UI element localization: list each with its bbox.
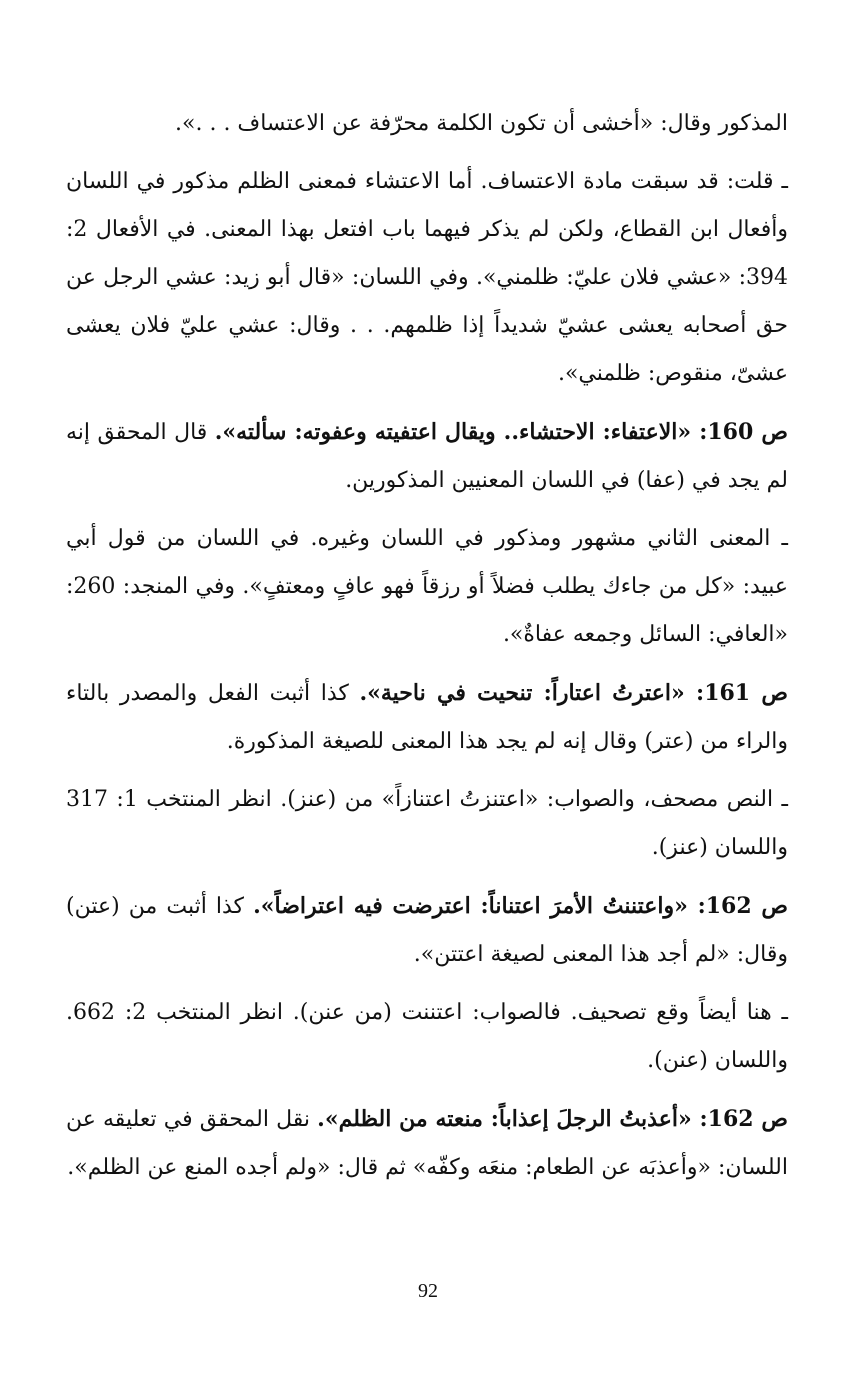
entry-reference: ص 162: «أعذبتُ الرجلَ إعذاباً: منعته من الظلم». (317, 1106, 788, 1132)
entry-reference: ص 162: «واعتننتُ الأمرَ اعتناناً: اعترضت فيه اعتراضاً». (253, 893, 788, 919)
paragraph-text: ـ النص مصحف، والصواب: «اعتنزتُ اعتنازاً» من (عنز). انظر المنتخب 1: 317 واللسان (عنز). (66, 787, 789, 860)
paragraph-text: كذا أثبت الفعل والمصدر بالتاء والراء من (عتر) وقال إنه لم يجد هذا المعنى للصيغة المذكورة. (66, 681, 788, 754)
paragraph-comment (66, 158, 788, 398)
paragraph-entry (66, 1095, 788, 1192)
paragraph-comment (66, 515, 788, 659)
paragraph-entry (66, 669, 788, 766)
paragraph-text: كذا أثبت من (عتن) وقال: «لم أجد هذا المعنى لصيغة اعتتن». (66, 894, 788, 967)
paragraph-text: ـ المعنى الثاني مشهور ومذكور في اللسان وغيره. في اللسان من قول أبي عبيد: «كل من جاءك يطلب فضلاً أو رزقاً فهو عافٍ ومعتفٍ». وفي المنجد: 260: «العافي: السائل وجمعه عفاةٌ». (66, 526, 788, 647)
paragraph-entry (66, 882, 788, 979)
paragraph-text: المذكور وقال: «أخشى أن تكون الكلمة محرّفة عن الاعتساف . . .». (175, 111, 788, 136)
page-number: 92 (418, 1280, 438, 1302)
paragraph-comment (66, 989, 788, 1085)
entry-reference: ص 161: «اعترتُ اعتاراً: تنحيت في ناحية». (359, 680, 788, 706)
paragraph-text: ـ قلت: قد سبقت مادة الاعتساف. أما الاعتشاء فمعنى الظلم مذكور في اللسان وأفعال ابن القطاع، ولكن لم يذكر فيهما باب افتعل بهذا المعنى. في الأفعال 2: 394: «عشي فلان عليّ: ظلمني». وفي اللسان: «قال أبو زيد: عشي الرجل عن حق أصحابه يعشى عشيّ شديداً إذا ظلمهم. . . وقال: عشي عليّ فلان يعشى عشىّ، منقوص: ظلمني». (66, 169, 788, 386)
paragraph-text: قال المحقق إنه لم يجد في (عفا) في اللسان المعنيين المذكورين. (66, 420, 788, 493)
paragraph-comment (66, 776, 788, 872)
paragraph-entry (66, 408, 788, 505)
paragraph-text: نقل المحقق في تعليقه عن اللسان: «وأعذبَه عن الطعام: منعَه وكفّه» ثم قال: «ولم أجده المنع عن الظلم». (66, 1107, 788, 1180)
entry-reference: ص 160: «الاعتفاء: الاحتشاء.. ويقال اعتفيته وعفوته: سألته». (214, 419, 788, 445)
paragraph-text: ـ هنا أيضاً وقع تصحيف. فالصواب: اعتننت (من عنن). انظر المنتخب 2: 662. واللسان (عنن). (66, 1000, 789, 1073)
paragraph-continuation (66, 100, 788, 148)
